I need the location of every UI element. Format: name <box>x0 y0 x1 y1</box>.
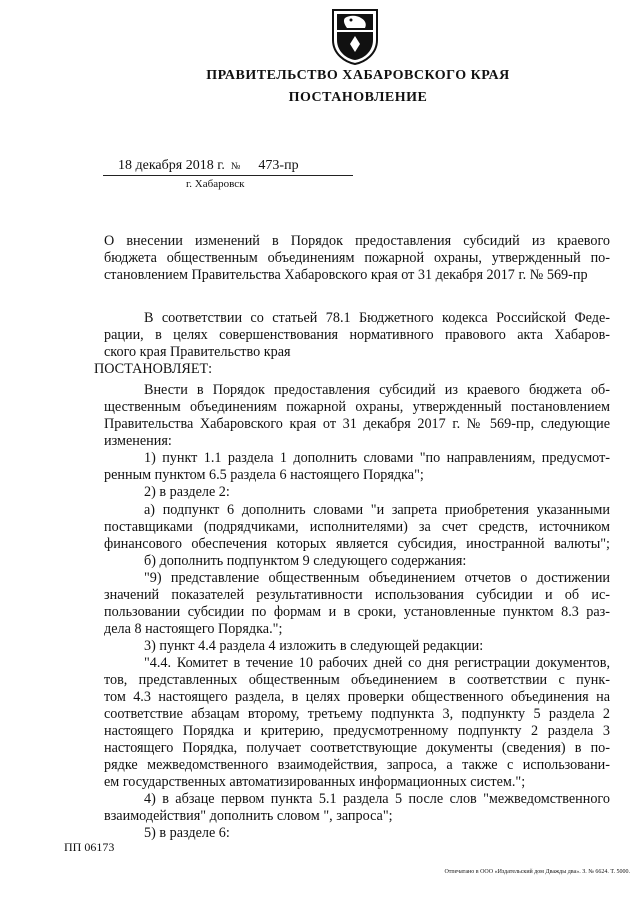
body-line: пользовании субсидии по формам и в сроки, установленные пунктом 8.3 раз- <box>104 604 610 620</box>
body-line: значений показателей результативности использования субсидии и об ис- <box>104 587 610 603</box>
body-line: рации, в целях совершенствования нормативного правового акта Хабаров- <box>104 327 610 343</box>
document-code: ПП 06173 <box>64 840 115 854</box>
document-subject <box>104 233 610 284</box>
body-line: настоящего Порядка, получает соответствующие документы (сведения) в по- <box>104 740 610 756</box>
body-line: финансового обеспечения которых является субсидия, иностранной валюты"; <box>104 536 610 552</box>
body-line: поставщиками (подрядчиками, исполнителями) за счет средств, источником <box>104 519 610 535</box>
document-type-title: ПОСТАНОВЛЕНИЕ <box>288 90 428 105</box>
document-number: 473-пр <box>258 158 299 173</box>
decree-word: ПОСТАНОВЛЯЕТ: <box>94 361 213 377</box>
body-line: 1) пункт 1.1 раздела 1 дополнить словами "по направлениям, предусмот- <box>144 450 610 466</box>
body-line: ем государственных автоматизированных информационных систем."; <box>104 774 526 790</box>
body-line: ренным пунктом 6.5 раздела 6 настоящего Порядка"; <box>104 467 424 483</box>
date-number-line <box>118 158 299 174</box>
body-line: "4.4. Комитет в течение 10 рабочих дней со дня регистрации документов, <box>144 655 610 671</box>
body-line: В соответствии со статьей 78.1 Бюджетного кодекса Российской Феде- <box>144 310 610 326</box>
body-line: изменения: <box>104 433 172 449</box>
body-line: 2) в разделе 2: <box>144 484 230 500</box>
body-line: б) дополнить подпунктом 9 следующего содержания: <box>144 553 467 569</box>
printer-imprint: Отпечатано в ООО «Издательский дом Дважды два». З. № 6624. Т. 5000. <box>444 869 630 875</box>
body-line: Внести в Порядок предоставления субсидий из краевого бюджета об- <box>144 382 610 398</box>
body-line: 5) в разделе 6: <box>144 825 230 841</box>
city-label: г. Хабаровск <box>186 178 245 190</box>
body-line: соответствие абзацам второму, третьему подпункта 3, подпункту 5 раздела 2 <box>104 706 610 722</box>
body-line: ского края Правительство края <box>104 344 291 360</box>
body-line: Правительства Хабаровского края от 31 декабря 2017 г. № 569-пр, следующие <box>104 416 610 432</box>
body-line: том 4.3 настоящего раздела, в целях проверки общественного объединения на <box>104 689 610 705</box>
body-line: 3) пункт 4.4 раздела 4 изложить в следующей редакции: <box>144 638 484 654</box>
body-line: "9) представление общественным объединением отчетов о достижении <box>144 570 610 586</box>
body-line: настоящего Порядка и критерию, предусмотренному подпункту 2 раздела 3 <box>104 723 610 739</box>
coat-of-arms-emblem <box>327 6 383 66</box>
body-line: тов, представленных общественным объединением в соответствии с пунк- <box>104 672 610 688</box>
subject-line: О внесении изменений в Порядок предоставления субсидий из краевого <box>104 233 610 249</box>
body-line: 4) в абзаце первом пункта 5.1 раздела 5 после слов "межведомственного <box>144 791 610 807</box>
body-line: щественным объединениям пожарной охраны, утвержденный постановлением <box>104 399 610 415</box>
date-underline <box>103 175 353 176</box>
body-line: а) подпункт 6 дополнить словами "и запрета приобретения указанными <box>144 502 610 518</box>
government-title: ПРАВИТЕЛЬСТВО ХАБАРОВСКОГО КРАЯ <box>206 68 510 83</box>
body-line: рядке межведомственного взаимодействия, запроса, а также с использовани- <box>104 757 610 773</box>
body-line: дела 8 настоящего Порядка."; <box>104 621 283 637</box>
body-line: взаимодействия" дополнить словом ", запроса"; <box>104 808 393 824</box>
subject-line: становлением Правительства Хабаровского края от 31 декабря 2017 г. № 569-пр <box>104 267 588 283</box>
number-sign: № <box>230 161 241 172</box>
subject-line: бюджета общественным объединениям пожарной охраны, утвержденный по- <box>104 250 610 266</box>
document-date: 18 декабря 2018 г. <box>118 158 225 173</box>
